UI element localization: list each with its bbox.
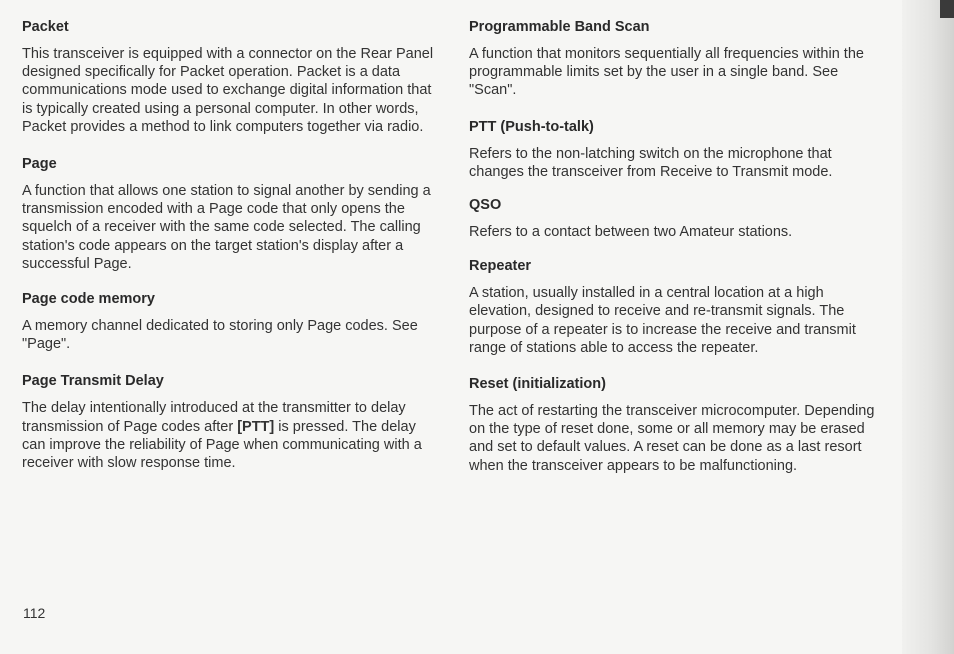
left-column <box>22 18 440 472</box>
glossary-entry-page-transmit-delay <box>22 372 440 472</box>
right-column <box>469 18 889 475</box>
page-number: 112 <box>23 605 46 621</box>
glossary-entry-packet <box>22 18 440 136</box>
term-packet: Packet <box>22 19 69 35</box>
definition-repeater: A station, usually installed in a central location at a high elevation, designed to receive and re-transmit signals. The purpose of a repeater is to increase the receive and transmit range of stations able to access the repeater. <box>469 285 856 356</box>
glossary-entry-programmable-band-scan <box>469 18 889 100</box>
term-page: Page <box>22 156 57 173</box>
definition-page: A function that allows one station to signal another by sending a transmission encoded with a Page code that only opens the squelch of a receiver with the same code selected. The calling station's code appears on the target station's display after a successful Page. <box>22 183 431 272</box>
term-qso: QSO <box>469 197 502 214</box>
term-reset: Reset (initialization) <box>469 376 606 393</box>
glossary-entry-qso <box>469 196 889 241</box>
glossary-entry-ptt <box>469 118 889 181</box>
glossary-entry-reset <box>469 375 889 475</box>
glossary-entry-page <box>22 155 440 273</box>
page-corner-mark <box>940 0 954 18</box>
definition-reset: The act of restarting the transceiver microcomputer. Depending on the type of reset done, some or all memory may be erased and set to default values. A reset can be done as a last resort when the transceiver appears to be malfunctioning. <box>469 403 875 474</box>
definition-packet: This transceiver is equipped with a connector on the Rear Panel designed specifically for Packet operation. Packet is a data communications mode used to exchange digital information that is typically created using a personal computer. In other words, Packet provides a method to link computers together via radio. <box>22 46 434 135</box>
glossary-entry-page-code-memory <box>22 290 440 353</box>
glossary-entry-repeater <box>469 257 889 357</box>
term-programmable-band-scan: Programmable Band Scan <box>469 19 650 35</box>
definition-page-code-memory: A memory channel dedicated to storing only Page codes. See "Page". <box>22 318 418 353</box>
definition-programmable-band-scan: A function that monitors sequentially all frequencies within the programmable limits set by the user in a single band. See "Scan". <box>469 46 864 99</box>
page-edge-shadow <box>902 0 954 654</box>
term-page-code-memory: Page code memory <box>22 291 155 308</box>
definition-ptt: Refers to the non-latching switch on the microphone that changes the transceiver from Receive to Transmit mode. <box>469 145 833 180</box>
definition-page-transmit-delay <box>22 399 440 472</box>
definition-text-start: The delay intentionally introduced at the transmitter to delay transmission of Page codes after <box>22 400 406 435</box>
ptt-key-label: [PTT] <box>237 418 275 435</box>
term-repeater: Repeater <box>469 258 532 275</box>
definition-text-end: is pressed. The delay can improve the reliability of Page when communicating with a receiver with slow response time. <box>22 418 422 472</box>
term-page-transmit-delay: Page Transmit Delay <box>22 373 164 390</box>
definition-qso: Refers to a contact between two Amateur stations. <box>469 224 793 241</box>
term-ptt: PTT (Push-to-talk) <box>469 118 594 135</box>
